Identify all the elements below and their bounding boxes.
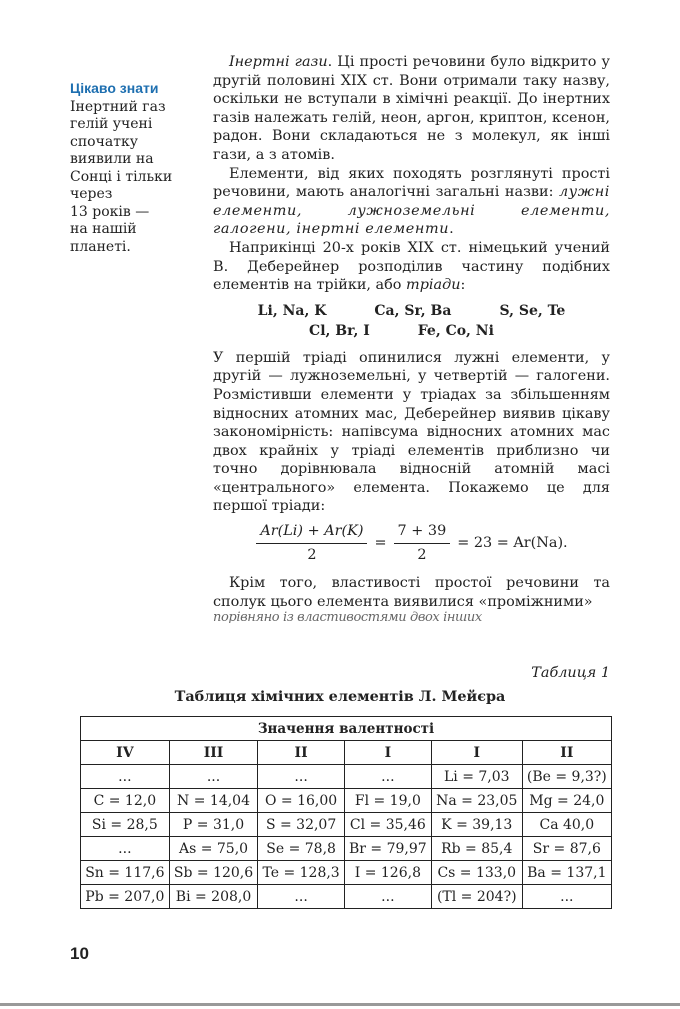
triad-item: Cl, Br, I [309, 322, 370, 339]
table-cell: Bi = 208,0 [169, 885, 258, 909]
table-cell: Sr = 87,6 [522, 837, 611, 861]
column-header: I [344, 741, 431, 765]
paragraph-end: : [460, 277, 466, 294]
table-cell: Ca 40,0 [522, 813, 611, 837]
table-cell: I = 126,8 [344, 861, 431, 885]
table-cell: (Be = 9,3?) [522, 765, 611, 789]
table-cell: C = 12,0 [81, 789, 170, 813]
triad-item: S, Se, Te [499, 302, 566, 319]
table-cell: N = 14,04 [169, 789, 258, 813]
table-cell: ... [258, 765, 345, 789]
table-cell: Rb = 85,4 [431, 837, 522, 861]
fraction-numerator: Ar(Li) + Ar(K) [256, 522, 367, 544]
table-cell: S = 32,07 [258, 813, 345, 837]
equals-sign: = [374, 534, 387, 551]
table-row [81, 765, 612, 789]
table-row [81, 837, 612, 861]
sidebar-line: спочатку [70, 133, 138, 150]
faded-text-line: порівняно із властивостями двох інших [213, 611, 482, 624]
table-cell: P = 31,0 [169, 813, 258, 837]
table-row [81, 885, 612, 909]
table-column-header-row [81, 741, 612, 765]
table-cell: Sn = 117,6 [81, 861, 170, 885]
table-cell: Mg = 24,0 [522, 789, 611, 813]
bottom-rule [0, 1003, 680, 1006]
fraction-denominator: 2 [417, 546, 427, 563]
table-cell: Si = 28,5 [81, 813, 170, 837]
paragraph-inert-gases [213, 53, 610, 165]
triad-item: Li, Na, K [257, 302, 327, 319]
table-cell: ... [344, 765, 431, 789]
valence-header: Значення валентності [81, 717, 612, 741]
table-row [81, 861, 612, 885]
family-names-italic: лужні елементи, лужноземельні елементи, галогени, інертні елементи [213, 184, 610, 238]
table-cell: Se = 78,8 [258, 837, 345, 861]
table-cell: As = 75,0 [169, 837, 258, 861]
table-cell: ... [344, 885, 431, 909]
column-header: IV [81, 741, 170, 765]
sidebar-line: Сонці і тільки [70, 168, 173, 185]
paragraph-family-names [213, 165, 610, 239]
paragraph-text: Наприкінці 20-х років XIX ст. німецький учений В. Деберейнер розподілив частину подібних елементів на трійки, або [213, 239, 610, 294]
column-header: II [258, 741, 345, 765]
table-cell: K = 39,13 [431, 813, 522, 837]
sidebar-note [70, 80, 188, 256]
sidebar-line: на нашій [70, 221, 137, 237]
table-cell: Sb = 120,6 [169, 861, 258, 885]
triad-item: Fe, Co, Ni [417, 322, 494, 339]
table-cell: Ba = 137,1 [522, 861, 611, 885]
table-cell: Te = 128,3 [258, 861, 345, 885]
triad-formula [213, 522, 610, 564]
table-cell: ... [169, 765, 258, 789]
table-cell: ... [258, 885, 345, 909]
table-cell: Li = 7,03 [431, 765, 522, 789]
table-cell: Pb = 207,0 [81, 885, 170, 909]
formula-result: = 23 = Ar(Na). [457, 534, 568, 551]
paragraph-dobereiner [213, 239, 610, 295]
sidebar-line: гелій учені [70, 116, 153, 132]
sidebar-line: виявили на [70, 151, 154, 167]
page-number: 10 [70, 944, 89, 963]
fraction-right [394, 522, 451, 564]
sidebar-line: через [70, 186, 113, 202]
main-text [213, 53, 610, 623]
fraction-left [256, 522, 367, 564]
table-cell: O = 16,00 [258, 789, 345, 813]
table-cell: Fl = 19,0 [344, 789, 431, 813]
fraction-denominator: 2 [307, 546, 317, 563]
table-cell: (Tl = 204?) [431, 885, 522, 909]
paragraph-text: . Ці прості речовини було відкрито у другій половині XIX ст. Вони отримали таку назву, оскільки не вступали в хімічні реакції. До інертних газів належать гелій, неон, аргон, криптон, ксенон, радон. Вони складаються не з молекул, як інші гази, а з атомів. [213, 54, 610, 163]
table-cell: Na = 23,05 [431, 789, 522, 813]
column-header: II [522, 741, 611, 765]
table-row [81, 789, 612, 813]
fraction-numerator: 7 + 39 [394, 522, 451, 544]
paragraph-properties: Крім того, властивості простої речовини та сполук цього елемента виявилися «проміжними» [213, 575, 610, 610]
table-cell: Cl = 35,46 [344, 813, 431, 837]
table-row [81, 813, 612, 837]
table-cell: ... [81, 765, 170, 789]
paragraph-regularity: У першій тріаді опинилися лужні елементи, у другій — лужноземельні, у четвертій — галогени. Розмістивши елементи у тріадах за збільшенням відносних атомних мас, Деберейнер виявив цікаву закономірність: напівсума відносних атомних мас двох крайніх у тріаді елементів приблизно чи точно дорівнювала відносній атомній масі «центрального» елемента. Покажемо це для першої тріади: [213, 349, 610, 515]
triad-item: Ca, Sr, Ba [374, 302, 452, 319]
table-caption: Таблиця 1 [531, 665, 610, 681]
triads-list [213, 301, 610, 341]
paragraph-text: Елементи, від яких походять розглянуті прості речовини, мають аналогічні загальні назви: [213, 165, 610, 201]
triads-term: тріади [406, 277, 461, 294]
sidebar-line: 13 років — [70, 203, 150, 220]
table-cell: Br = 79,97 [344, 837, 431, 861]
table-group-header-row [81, 717, 612, 741]
paragraph-end: . [449, 221, 454, 238]
meyer-table [80, 716, 612, 909]
sidebar-heading: Цікаво знати [70, 80, 159, 96]
inert-gases-term: Інертні гази [229, 54, 328, 70]
sidebar-line: Інертний газ [70, 98, 166, 115]
column-header: III [169, 741, 258, 765]
table-cell: ... [81, 837, 170, 861]
column-header: I [431, 741, 522, 765]
table-cell: ... [522, 885, 611, 909]
table-title: Таблиця хімічних елементів Л. Мейєра [174, 688, 506, 705]
sidebar-line: планеті. [70, 238, 131, 255]
table-cell: Cs = 133,0 [431, 861, 522, 885]
